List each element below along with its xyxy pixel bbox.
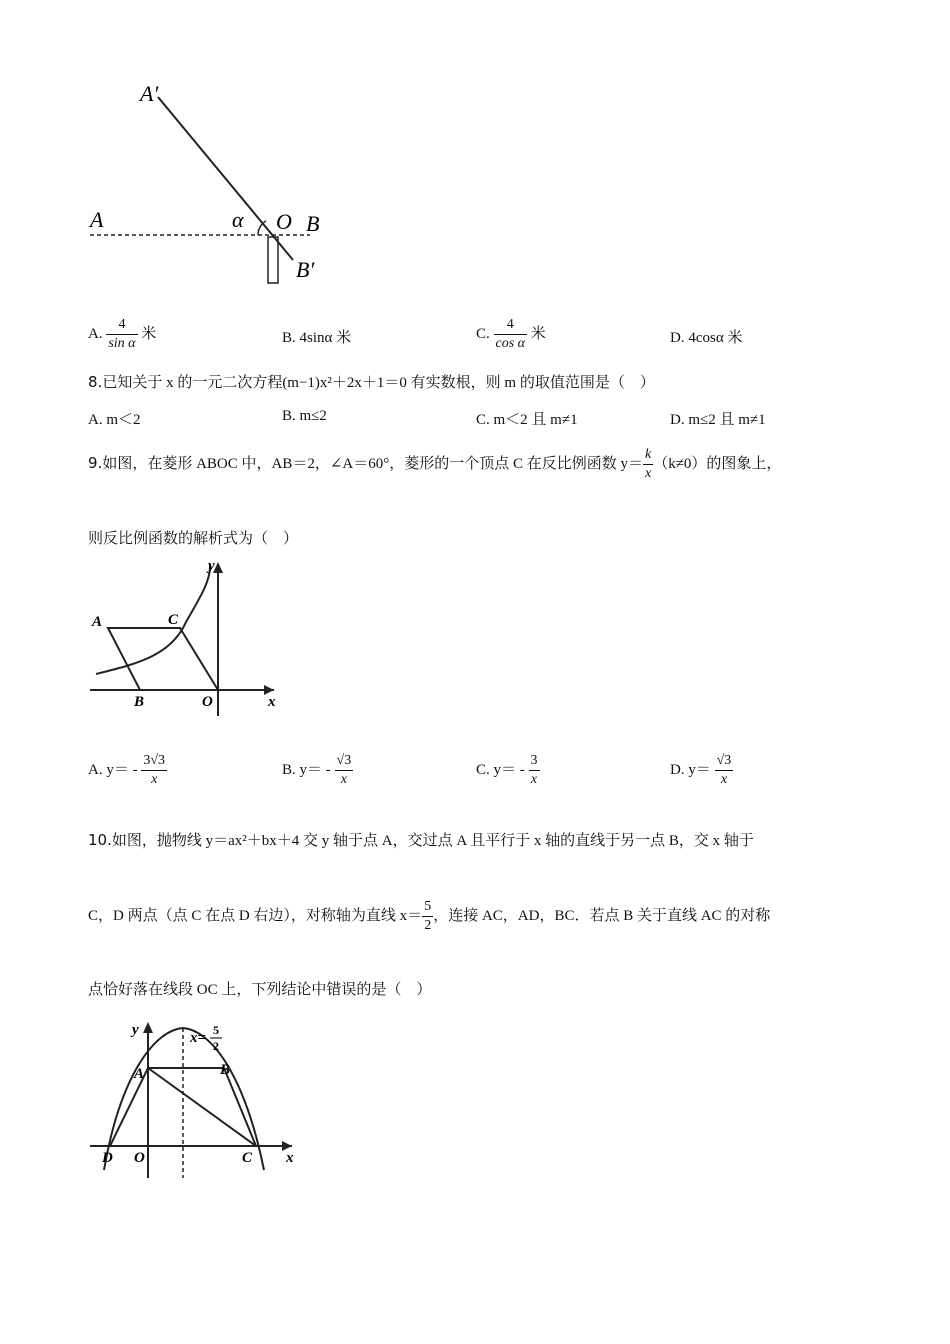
q9-option-a[interactable]: A. y＝ - $\frac{3√3}{x}$ [88,753,166,787]
rhombus-aboc [108,628,218,690]
q9-fraction-k-over-x: $\frac{k}{x}$ [644,447,652,481]
fig9-label-c: C [168,612,179,628]
y-axis-arrow [143,1022,153,1033]
q8-stem: 8.已知关于 x 的一元二次方程(m−1)x²＋2x＋1＝0 有实数根，则 m 的取值范围是（ ） [88,373,655,391]
fig10-label-x: x [286,1150,294,1166]
fig9-label-x: x [268,694,276,710]
q8-option-c[interactable]: C. m＜2 且 m≠1 [476,412,578,428]
q7-option-a-fraction: $\frac{4}{\text{sin α}}$ [108,317,136,351]
q9-option-a-fraction: $\frac{3√3}{x}$ [143,753,166,787]
fig9-label-y: y [208,558,215,574]
label-a: A [90,207,104,232]
figure-rod-angle [80,75,340,295]
figure-rhombus-hyperbola [86,556,286,716]
q7-option-a[interactable]: A. $\frac{4}{\text{sin α}}$ 米 [88,317,157,351]
q9-option-c-fraction: $\frac{3}{x}$ [530,753,538,787]
fig9-label-a: A [92,614,103,630]
fig10-label-o: O [134,1150,145,1166]
q7-option-d[interactable]: D. 4cosα 米 [670,330,743,346]
q8-option-d[interactable]: D. m≤2 且 m≠1 [670,412,766,428]
figure-parabola [86,1012,306,1182]
fig10-label-d: D [102,1150,113,1166]
q9-option-d[interactable]: D. y＝ $\frac{√3}{x}$ [670,753,732,787]
q10-stem-line1: 10.如图，抛物线 y＝ax²＋bx＋4 交 y 轴于点 A，交过点 A 且平行于 x 轴的直线于另一点 B，交 x 轴于 [88,831,754,849]
fig10-label-axis: x= [190,1030,207,1046]
q9-option-b[interactable]: B. y＝ - $\frac{√3}{x}$ [282,753,352,787]
parabola-curve [104,1028,264,1170]
fig10-label-y: y [132,1022,139,1038]
fig10-label-c: C [242,1150,253,1166]
q10-fraction-5-over-2: $\frac{5}{2}$ [424,899,432,933]
q8-option-a[interactable]: A. m＜2 [88,412,141,428]
q9-stem-line1: 9.如图，在菱形 ABOC 中，AB＝2，∠A＝60°，菱形的一个顶点 C 在反比例函数 y＝ $\frac{k}{x}$ （k≠0）的图象上， [88,447,782,481]
label-a-prime: A′ [140,81,159,106]
q7-option-c[interactable]: C. $\frac{4}{\text{cos α}}$ 米 [476,317,546,351]
q9-option-c[interactable]: C. y＝ - $\frac{3}{x}$ [476,753,538,787]
fig9-label-b: B [134,694,145,710]
q9-option-b-fraction: $\frac{√3}{x}$ [336,753,352,787]
angle-arc [258,221,266,235]
q9-option-d-fraction: $\frac{√3}{x}$ [716,753,732,787]
fig10-label-b: B [220,1062,231,1078]
hyperbola-curve [96,564,210,674]
q7-option-c-fraction: $\frac{4}{\text{cos α}}$ [495,317,526,351]
fig10-label-axis-den: 2 [213,1039,219,1053]
q10-stem-line3: 点恰好落在线段 OC 上，下列结论中错误的是（ ） [88,982,432,998]
q9-stem-line2: 则反比例函数的解析式为（ ） [88,531,299,547]
label-b-prime: B′ [296,257,315,282]
fig9-label-o: O [202,694,213,710]
q10-stem-line2: C，D 两点（点 C 在点 D 右边），对称轴为直线 x＝ $\frac{5}{2}$ ，连接 AC，AD，BC．若点 B 关于直线 AC 的对称 [88,899,771,933]
fig10-label-axis-num: 5 [213,1023,219,1037]
fig10-label-a: A [134,1066,145,1082]
label-alpha: α [232,207,244,232]
label-b: B [306,211,320,236]
label-o: O [276,209,292,234]
support-post [268,237,278,283]
q7-option-b[interactable]: B. 4sinα 米 [282,330,352,346]
q8-option-b[interactable]: B. m≤2 [282,408,327,424]
